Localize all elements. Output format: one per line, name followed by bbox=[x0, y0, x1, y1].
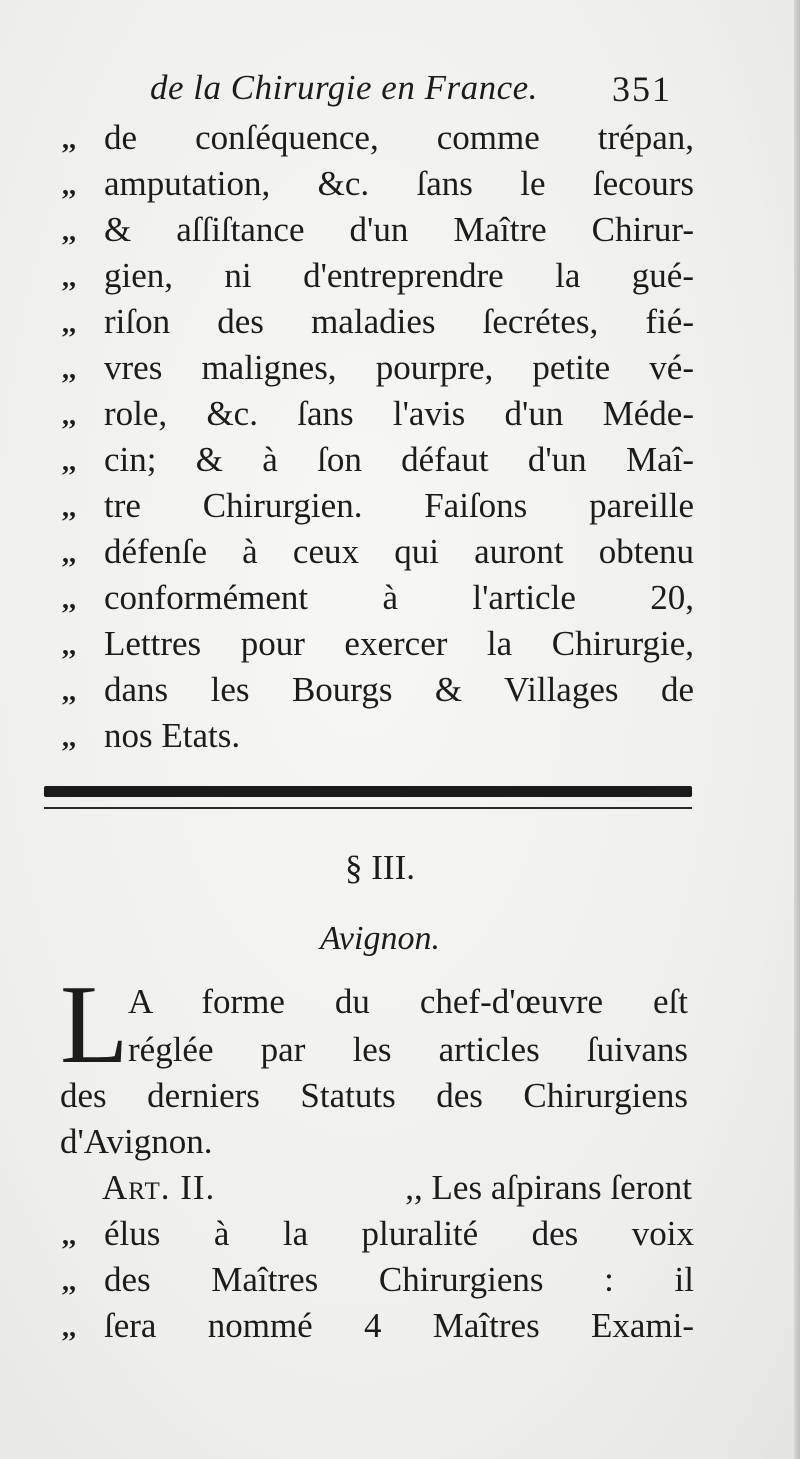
line-text: ſera nommé 4 Maîtres Exami- bbox=[104, 1306, 694, 1345]
line-text: conformément à l'article 20, bbox=[104, 578, 694, 617]
quote-mark: ,, bbox=[62, 492, 76, 523]
paragraph-line: des derniers Statuts des Chirurgiens bbox=[60, 1076, 688, 1115]
quote-mark: ,, bbox=[62, 722, 76, 753]
quote-mark: ,, bbox=[62, 1266, 76, 1297]
place-heading: Avignon. bbox=[320, 920, 440, 957]
line-text: élus à la pluralité des voix bbox=[104, 1214, 694, 1253]
line-text: & aſſiſtance d'un Maître Chirur- bbox=[104, 210, 694, 249]
text-line bbox=[62, 578, 702, 622]
section-rule-thick bbox=[44, 786, 692, 797]
quote-mark: ,, bbox=[62, 170, 76, 201]
quote-mark: ,, bbox=[62, 584, 76, 615]
text-line bbox=[62, 256, 702, 300]
article-text: ,, Les aſpirans ſeront bbox=[405, 1168, 692, 1207]
text-line bbox=[62, 624, 702, 668]
text-line bbox=[62, 1306, 702, 1350]
text-line bbox=[62, 118, 702, 162]
text-line bbox=[62, 532, 702, 576]
line-text: Lettres pour exercer la Chirurgie, bbox=[104, 624, 694, 663]
line-text: role, &c. ſans l'avis d'un Méde- bbox=[104, 394, 694, 433]
text-line bbox=[62, 210, 702, 254]
line-text: vres malignes, pourpre, petite vé- bbox=[104, 348, 694, 387]
line-text: cin; & à ſon défaut d'un Maî- bbox=[104, 440, 694, 479]
text-line bbox=[62, 348, 702, 392]
quote-mark: ,, bbox=[62, 1220, 76, 1251]
line-text: riſon des maladies ſecrétes, fié- bbox=[104, 302, 694, 341]
quote-mark: ,, bbox=[62, 216, 76, 247]
running-head: de la Chirurgie en France. bbox=[150, 68, 538, 107]
line-text: défenſe à ceux qui auront obtenu bbox=[104, 532, 694, 571]
quote-mark: ,, bbox=[62, 262, 76, 293]
page-number: 351 bbox=[612, 69, 672, 109]
article-line bbox=[102, 1168, 692, 1212]
text-line bbox=[62, 486, 702, 530]
text-line bbox=[62, 440, 702, 484]
page-edge bbox=[794, 0, 800, 1459]
paragraph-line: A forme du chef-d'œuvre eſt bbox=[128, 982, 688, 1021]
quote-mark: ,, bbox=[62, 446, 76, 477]
line-text: amputation, &c. ſans le ſecours bbox=[104, 164, 694, 203]
text-line bbox=[62, 670, 702, 714]
section-heading: § III. bbox=[345, 848, 415, 887]
text-line bbox=[62, 716, 702, 760]
line-text: gien, ni d'entreprendre la gué- bbox=[104, 256, 694, 295]
quote-mark: ,, bbox=[62, 400, 76, 431]
text-line bbox=[62, 394, 702, 438]
quote-mark: ,, bbox=[62, 630, 76, 661]
quote-mark: ,, bbox=[62, 538, 76, 569]
line-text: des Maîtres Chirurgiens : il bbox=[104, 1260, 694, 1299]
quote-mark: ,, bbox=[62, 308, 76, 339]
text-line bbox=[62, 1214, 702, 1258]
text-line bbox=[62, 302, 702, 346]
quote-mark: ,, bbox=[62, 676, 76, 707]
text-line bbox=[62, 1260, 702, 1304]
line-text: de conſéquence, comme trépan, bbox=[104, 118, 694, 157]
drop-cap: L bbox=[60, 963, 129, 1087]
paragraph-line: d'Avignon. bbox=[60, 1122, 213, 1161]
page-header bbox=[0, 68, 800, 114]
line-text: nos Etats. bbox=[104, 716, 241, 755]
line-text: tre Chirurgien. Faiſons pareille bbox=[104, 486, 694, 525]
paragraph-line: réglée par les articles ſuivans bbox=[128, 1030, 688, 1069]
article-label: Art. II. bbox=[102, 1168, 216, 1207]
quote-mark: ,, bbox=[62, 1312, 76, 1343]
quote-mark: ,, bbox=[62, 354, 76, 385]
text-line bbox=[62, 164, 702, 208]
line-text: dans les Bourgs & Villages de bbox=[104, 670, 694, 709]
quote-mark: ,, bbox=[62, 124, 76, 155]
section-rule-thin bbox=[44, 807, 692, 809]
